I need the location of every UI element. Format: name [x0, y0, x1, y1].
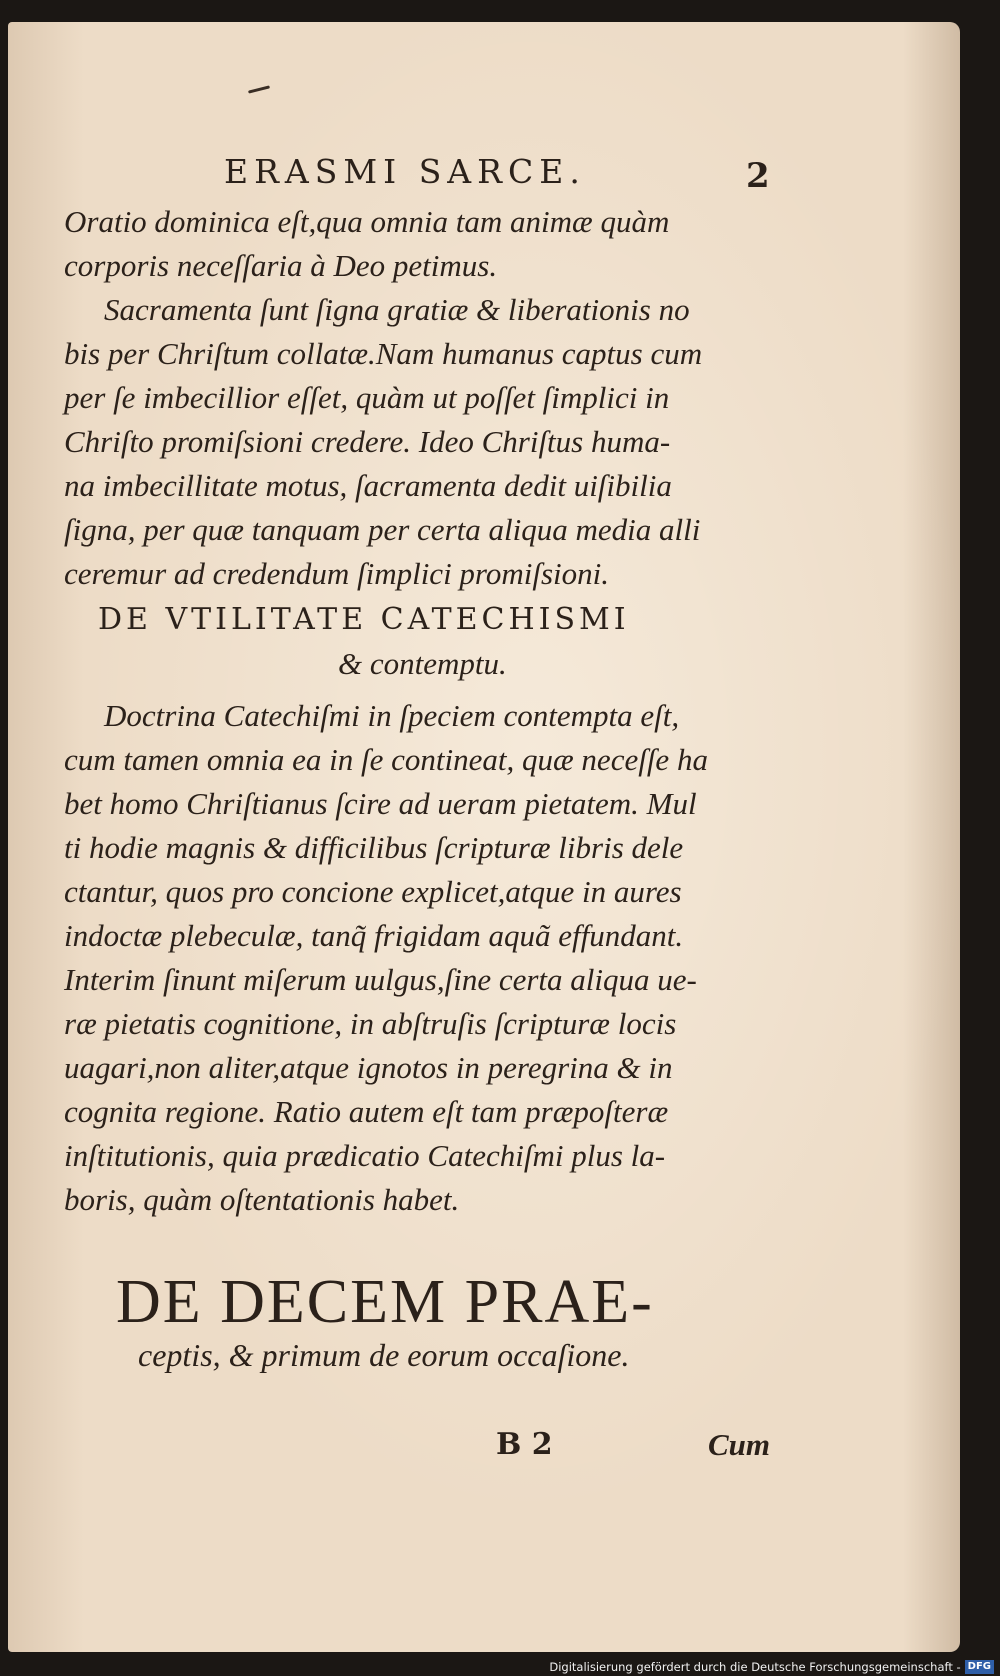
- text-line: bis per Chriſtum collatæ.Nam humanus captus cum: [64, 336, 703, 371]
- text-line: ſigna, per quæ tanquam per certa aliqua media alli: [64, 512, 701, 547]
- text-line: corporis neceſſaria à Deo petimus.: [64, 248, 498, 283]
- credit-text: Digitalisierung gefördert durch die Deutsche Forschungsgemeinschaft -: [549, 1660, 961, 1674]
- text-line: bet homo Chriſtianus ſcire ad ueram pietatem. Mul: [64, 786, 697, 821]
- ink-mark: [248, 85, 270, 93]
- catchword: Cum: [708, 1427, 771, 1462]
- text-line: inſtitutionis, quia prædicatio Catechiſmi plus la-: [64, 1138, 666, 1173]
- page-number: 2: [746, 156, 770, 196]
- section-heading: DE VTILITATE CATECHISMI: [98, 602, 630, 637]
- text-line: na imbecillitate motus, ſacramenta dedit uiſibilia: [64, 468, 672, 503]
- text-line: ræ pietatis cognitione, in abſtruſis ſcripturæ locis: [64, 1006, 677, 1041]
- text-line: per ſe imbecillior eſſet, quàm ut poſſet ſimplici in: [64, 380, 670, 415]
- text-line: cum tamen omnia ea in ſe contineat, quæ neceſſe ha: [64, 742, 708, 777]
- section-subheading: & contemptu.: [338, 646, 507, 681]
- chapter-subheading: ceptis, & primum de eorum occaſione.: [138, 1337, 630, 1373]
- text-line: ceremur ad credendum ſimplici promiſsioni.: [64, 556, 609, 591]
- running-head: ERASMI SARCE.: [224, 152, 586, 191]
- dfg-logo-icon: DFG: [965, 1660, 994, 1674]
- digitization-credit: [549, 1658, 994, 1676]
- text-line: boris, quàm oſtentationis habet.: [64, 1182, 460, 1217]
- chapter-heading: DE DECEM PRAE-: [116, 1268, 654, 1336]
- text-line: Sacramenta ſunt ſigna gratiæ & liberationis no: [104, 292, 690, 327]
- text-line: uagari,non aliter,atque ignotos in peregrina & in: [64, 1050, 673, 1085]
- text-line: ti hodie magnis & difficilibus ſcripturæ libris dele: [64, 830, 684, 865]
- text-line: ctantur, quos pro concione explicet,atque in aures: [64, 874, 682, 909]
- book-page: [8, 22, 960, 1652]
- text-line: Oratio dominica eſt,qua omnia tam animæ quàm: [64, 204, 670, 239]
- signature-mark: B 2: [496, 1427, 553, 1462]
- text-line: Interim ſinunt miſerum uulgus,ſine certa aliqua ue-: [64, 962, 697, 997]
- text-line: Chriſto promiſsioni credere. Ideo Chriſtus huma-: [64, 424, 671, 459]
- text-line: indoctæ plebeculæ, tanq̃ frigidam aquã effundant.: [64, 918, 684, 953]
- text-line: Doctrina Catechiſmi in ſpeciem contempta eſt,: [104, 698, 680, 733]
- text-line: cognita regione. Ratio autem eſt tam præpoſteræ: [64, 1094, 669, 1129]
